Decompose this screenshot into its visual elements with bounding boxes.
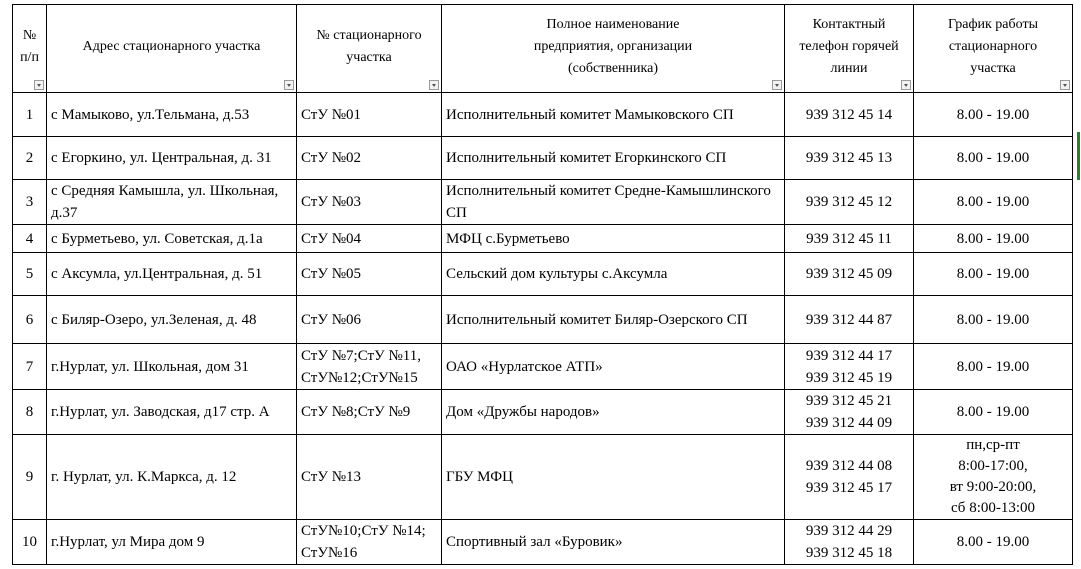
cell-station[interactable]: СтУ№10;СтУ №14; СтУ№16 bbox=[297, 520, 442, 565]
filter-dropdown-icon[interactable] bbox=[429, 80, 439, 90]
cell-org[interactable]: Исполнительный комитет Егоркинского СП bbox=[442, 137, 785, 180]
cell-org[interactable]: Спортивный зал «Буровик» bbox=[442, 520, 785, 565]
cell-station[interactable]: СтУ №7;СтУ №11, СтУ№12;СтУ№15 bbox=[297, 344, 442, 390]
header-num-label: № п/п bbox=[20, 27, 39, 65]
cell-phone-line: 939 312 45 17 bbox=[805, 480, 893, 496]
cell-phone-line: 939 312 45 12 bbox=[805, 194, 893, 210]
cell-address[interactable]: с Бурметьево, ул. Советская, д.1а bbox=[47, 225, 297, 253]
cell-station[interactable]: СтУ №02 bbox=[297, 137, 442, 180]
cell-phone[interactable] bbox=[785, 344, 914, 390]
cell-num[interactable]: 8 bbox=[13, 390, 47, 435]
header-schedule-label: График работы стационарного участка bbox=[948, 16, 1038, 76]
cell-phone-line: 939 312 44 87 bbox=[805, 311, 893, 328]
cell-phone[interactable] bbox=[785, 225, 914, 253]
stations-table bbox=[12, 4, 1073, 565]
cell-address[interactable]: с Средняя Камышла, ул. Школьная, д.37 bbox=[47, 180, 297, 225]
cell-num[interactable]: 1 bbox=[13, 93, 47, 137]
table-row[interactable] bbox=[13, 180, 1073, 225]
table-row[interactable] bbox=[13, 390, 1073, 435]
cell-schedule[interactable] bbox=[914, 180, 1073, 225]
cell-station[interactable]: СтУ №13 bbox=[297, 435, 442, 520]
header-schedule[interactable] bbox=[914, 5, 1073, 93]
cell-num[interactable]: 7 bbox=[13, 344, 47, 390]
filter-dropdown-icon[interactable] bbox=[1060, 80, 1070, 90]
cell-phone-line: 939 312 45 21 bbox=[805, 393, 893, 409]
cell-station[interactable]: СтУ №04 bbox=[297, 225, 442, 253]
cell-num[interactable]: 9 bbox=[13, 435, 47, 520]
cell-address[interactable]: г.Нурлат, ул Мира дом 9 bbox=[47, 520, 297, 565]
cell-schedule-line: 8.00 - 19.00 bbox=[956, 404, 1030, 420]
cell-org[interactable]: Исполнительный комитет Мамыковского СП bbox=[442, 93, 785, 137]
sheet-edge-marker bbox=[1077, 132, 1080, 180]
cell-schedule[interactable] bbox=[914, 137, 1073, 180]
cell-address[interactable]: с Биляр-Озеро, ул.Зеленая, д. 48 bbox=[47, 296, 297, 344]
cell-schedule-line: 8.00 - 19.00 bbox=[956, 150, 1030, 166]
header-station-label: № стационарного участка bbox=[316, 27, 422, 65]
cell-schedule-line: 8.00 - 19.00 bbox=[956, 106, 1030, 123]
cell-phone-line: 939 312 45 11 bbox=[806, 230, 892, 247]
cell-org[interactable]: МФЦ с.Бурметьево bbox=[442, 225, 785, 253]
table-row[interactable] bbox=[13, 137, 1073, 180]
cell-schedule-line: 8.00 - 19.00 bbox=[956, 534, 1030, 550]
table-row[interactable] bbox=[13, 225, 1073, 253]
cell-schedule[interactable] bbox=[914, 93, 1073, 137]
cell-phone[interactable] bbox=[785, 520, 914, 565]
table-row[interactable] bbox=[13, 435, 1073, 520]
header-row bbox=[13, 5, 1073, 93]
cell-phone[interactable] bbox=[785, 180, 914, 225]
cell-phone[interactable] bbox=[785, 390, 914, 435]
cell-station[interactable]: СтУ №03 bbox=[297, 180, 442, 225]
table-row[interactable] bbox=[13, 520, 1073, 565]
cell-phone-line: 939 312 45 13 bbox=[805, 150, 893, 166]
cell-num[interactable]: 4 bbox=[13, 225, 47, 253]
cell-station[interactable]: СтУ №01 bbox=[297, 93, 442, 137]
cell-num[interactable]: 10 bbox=[13, 520, 47, 565]
cell-address[interactable]: г. Нурлат, ул. К.Маркса, д. 12 bbox=[47, 435, 297, 520]
cell-station[interactable]: СтУ №05 bbox=[297, 253, 442, 296]
cell-num[interactable]: 5 bbox=[13, 253, 47, 296]
header-org[interactable] bbox=[442, 5, 785, 93]
cell-phone[interactable] bbox=[785, 435, 914, 520]
cell-schedule-line: 8.00 - 19.00 bbox=[956, 266, 1030, 282]
filter-dropdown-icon[interactable] bbox=[34, 80, 44, 90]
cell-station[interactable]: СтУ №8;СтУ №9 bbox=[297, 390, 442, 435]
cell-schedule-line: 8.00 - 19.00 bbox=[956, 311, 1030, 328]
cell-schedule-line: 8.00 - 19.00 bbox=[956, 194, 1030, 210]
cell-phone[interactable] bbox=[785, 296, 914, 344]
filter-dropdown-icon[interactable] bbox=[901, 80, 911, 90]
cell-station[interactable]: СтУ №06 bbox=[297, 296, 442, 344]
cell-phone[interactable] bbox=[785, 93, 914, 137]
cell-org[interactable]: Дом «Дружбы народов» bbox=[442, 390, 785, 435]
cell-phone-line: 939 312 44 08 bbox=[805, 458, 893, 474]
header-address-label: Адрес стационарного участка bbox=[82, 38, 261, 54]
cell-schedule[interactable] bbox=[914, 435, 1073, 520]
cell-schedule-line: вт 9:00-20:00, bbox=[949, 479, 1037, 495]
header-phone-label: Контактный телефон горячей линии bbox=[799, 16, 899, 76]
cell-schedule[interactable] bbox=[914, 520, 1073, 565]
header-station[interactable] bbox=[297, 5, 442, 93]
cell-org[interactable]: ОАО «Нурлатское АТП» bbox=[442, 344, 785, 390]
cell-org[interactable]: Исполнительный комитет Средне-Камышлинского СП bbox=[442, 180, 785, 225]
cell-num[interactable]: 2 bbox=[13, 137, 47, 180]
filter-dropdown-icon[interactable] bbox=[284, 80, 294, 90]
cell-org[interactable]: Исполнительный комитет Биляр-Озерского СП bbox=[442, 296, 785, 344]
table-row[interactable] bbox=[13, 296, 1073, 344]
cell-phone-line: 939 312 45 19 bbox=[805, 369, 893, 386]
header-org-label: Полное наименование предприятия, организации (собственника) bbox=[533, 16, 693, 76]
cell-phone-line: 939 312 45 14 bbox=[805, 106, 893, 123]
cell-schedule-line: 8.00 - 19.00 bbox=[956, 230, 1030, 247]
cell-phone-line: 939 312 44 29 bbox=[805, 523, 893, 539]
header-address[interactable] bbox=[47, 5, 297, 93]
cell-phone[interactable] bbox=[785, 137, 914, 180]
cell-phone-line: 939 312 44 09 bbox=[805, 415, 893, 431]
table-row[interactable] bbox=[13, 253, 1073, 296]
cell-address[interactable]: с Егоркино, ул. Центральная, д. 31 bbox=[47, 137, 297, 180]
cell-schedule[interactable] bbox=[914, 225, 1073, 253]
cell-org[interactable]: Сельский дом культуры с.Аксумла bbox=[442, 253, 785, 296]
cell-schedule-line: 8:00-17:00, bbox=[958, 458, 1028, 474]
cell-schedule-line: сб 8:00-13:00 bbox=[950, 500, 1036, 516]
filter-dropdown-icon[interactable] bbox=[772, 80, 782, 90]
cell-phone-line: 939 312 45 09 bbox=[805, 266, 893, 282]
cell-schedule-line: пн,ср-пт bbox=[966, 437, 1020, 453]
header-phone[interactable] bbox=[785, 5, 914, 93]
cell-phone-line: 939 312 45 18 bbox=[805, 545, 893, 561]
table-row[interactable] bbox=[13, 344, 1073, 390]
cell-schedule[interactable] bbox=[914, 253, 1073, 296]
cell-schedule[interactable] bbox=[914, 296, 1073, 344]
cell-phone[interactable] bbox=[785, 253, 914, 296]
cell-address[interactable]: с Аксумла, ул.Центральная, д. 51 bbox=[47, 253, 297, 296]
table-row[interactable] bbox=[13, 93, 1073, 137]
cell-address[interactable]: с Мамыково, ул.Тельмана, д.53 bbox=[47, 93, 297, 137]
header-num[interactable] bbox=[13, 5, 47, 93]
cell-num[interactable]: 3 bbox=[13, 180, 47, 225]
cell-schedule-line: 8.00 - 19.00 bbox=[956, 358, 1030, 375]
cell-schedule[interactable] bbox=[914, 390, 1073, 435]
cell-org[interactable]: ГБУ МФЦ bbox=[442, 435, 785, 520]
cell-num[interactable]: 6 bbox=[13, 296, 47, 344]
cell-phone-line: 939 312 44 17 bbox=[805, 347, 893, 364]
cell-address[interactable]: г.Нурлат, ул. Заводская, д17 стр. А bbox=[47, 390, 297, 435]
cell-address[interactable]: г.Нурлат, ул. Школьная, дом 31 bbox=[47, 344, 297, 390]
cell-schedule[interactable] bbox=[914, 344, 1073, 390]
